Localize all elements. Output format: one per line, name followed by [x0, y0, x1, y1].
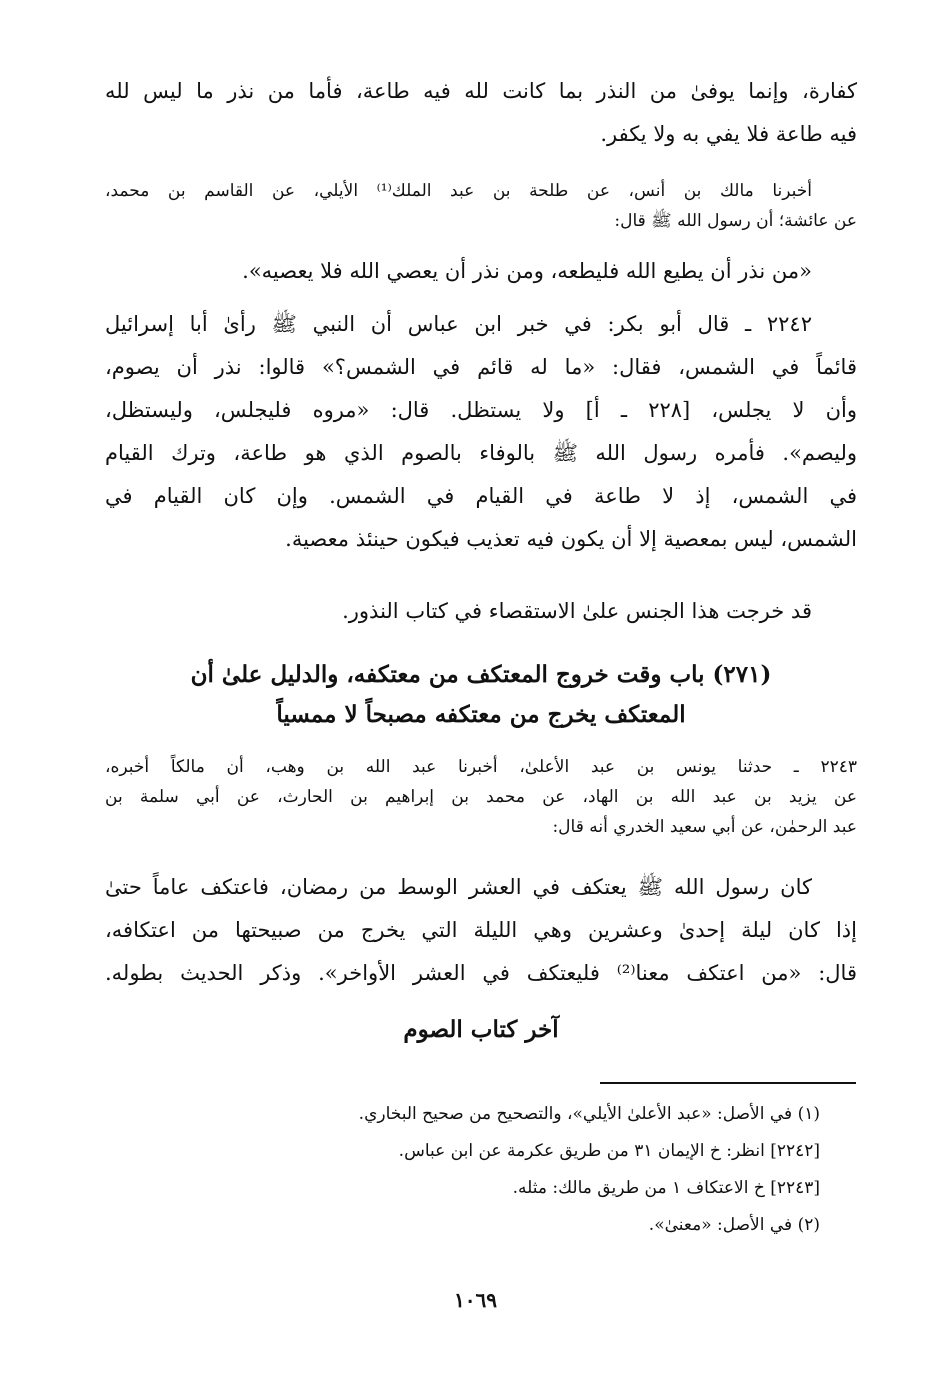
footnote-divider	[600, 1082, 856, 1084]
text-line: إذا كان ليلة إحدىٰ وعشرين وهي الليلة التي يخرج من صبيحتها من اعتكافه،	[105, 918, 857, 942]
text-line: الشمس، ليس بمعصية إلا أن يكون فيه تعذيب فيكون حينئذ معصية.	[285, 527, 857, 551]
paragraph-continuation	[105, 70, 857, 156]
footnote: (١) في الأصل: «عبد الأعلىٰ الأيلي»، والتصحيح من صحيح البخاري.	[358, 1104, 820, 1124]
page-number: ١٠٦٩	[454, 1288, 497, 1312]
text-line: فيه طاعة فلا يفي به ولا يكفر.	[600, 122, 857, 146]
book-end-heading	[105, 1010, 857, 1050]
footnote: [٢٢٤٢] انظر: خ الإيمان ٣١ من طريق عكرمة عن ابن عباس.	[398, 1141, 820, 1161]
text-line: ٢٢٤٣ ـ حدثنا يونس بن عبد الأعلىٰ، أخبرنا عبد الله بن وهب، أن مالكاً أخبره،	[105, 757, 857, 777]
text-line: كان رسول الله ﷺ يعتكف في العشر الوسط من رمضان، فاعتكف عاماً حتىٰ	[105, 875, 812, 899]
text-line: عن عائشة؛ أن رسول الله ﷺ قال:	[614, 211, 857, 231]
footnotes	[105, 1096, 820, 1244]
text-line: ٢٢٤٢ ـ قال أبو بكر: في خبر ابن عباس أن النبي ﷺ رأىٰ أبا إسرائيل	[105, 312, 812, 336]
text-line: أخبرنا مالك بن أنس، عن طلحة بن عبد الملك⁽¹⁾ الأيلي، عن القاسم بن محمد،	[105, 181, 812, 201]
heading-line: المعتكف يخرج من معتكفه مصبحاً لا ممسياً	[276, 701, 686, 728]
hadith-2243-isnad	[105, 752, 857, 842]
note-paragraph	[105, 590, 857, 633]
text-line: قد خرجت هذا الجنس علىٰ الاستقصاء في كتاب النذور.	[342, 599, 812, 623]
hadith-quote	[105, 250, 857, 293]
text-line: وأن لا يجلس، [٢٢٨ ـ أ] ولا يستظل. قال: «مروه فليجلس، وليستظل،	[105, 398, 857, 422]
text-line: قال: «من اعتكف معنا⁽²⁾ فليعتكف في العشر الأواخر». وذكر الحديث بطوله.	[105, 961, 857, 985]
footnote: [٢٢٤٣] خ الاعتكاف ١ من طريق مالك: مثله.	[512, 1178, 820, 1198]
text-line: كفارة، وإنما يوفىٰ من النذر بما كانت لله فيه طاعة، فأما من نذر ما ليس لله	[105, 79, 857, 103]
text-line: عن يزيد بن عبد الله بن الهاد، عن محمد بن إبراهيم بن الحارث، عن أبي سلمة بن	[105, 787, 857, 807]
heading-line: (٢٧١) باب وقت خروج المعتكف من معتكفه، والدليل علىٰ أن	[190, 661, 772, 688]
text-line: في الشمس، إذ لا طاعة في القيام في الشمس. وإن كان القيام في	[105, 484, 857, 508]
text-line: قائماً في الشمس، فقال: «ما له قائم في الشمس؟» قالوا: نذر أن يصوم،	[105, 355, 857, 379]
text-line: وليصم». فأمره رسول الله ﷺ بالوفاء بالصوم الذي هو طاعة، وترك القيام	[105, 441, 857, 465]
heading-line: آخر كتاب الصوم	[403, 1016, 559, 1043]
text-line: «من نذر أن يطيع الله فليطعه، ومن نذر أن يعصي الله فلا يعصيه».	[242, 259, 812, 283]
chapter-heading	[105, 655, 857, 735]
hadith-2243-matn	[105, 866, 857, 995]
isnad-paragraph	[105, 176, 857, 236]
text-line: عبد الرحمٰن، عن أبي سعيد الخدري أنه قال:	[552, 817, 857, 837]
hadith-2242-paragraph	[105, 303, 857, 561]
footnote: (٢) في الأصل: «معنىٰ».	[648, 1215, 820, 1235]
